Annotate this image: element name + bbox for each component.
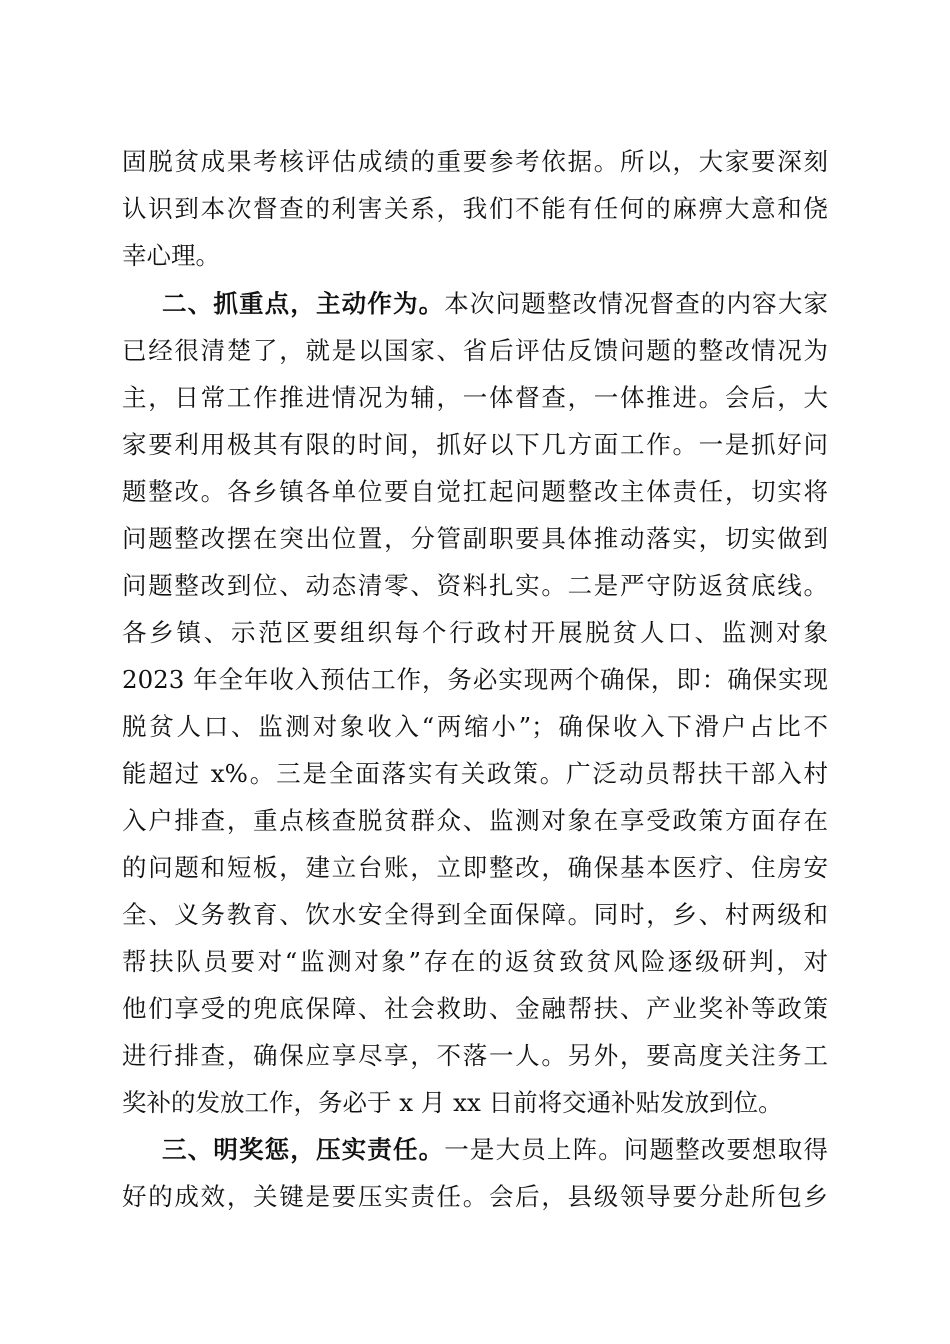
para2-line: 进行排查，确保应享尽享，不落一人。另外，要高度关注务工 <box>122 1041 828 1070</box>
para2-line: 他们享受的兜底保障、社会救助、金融帮扶、产业奖补等政策 <box>122 994 828 1023</box>
para2-line: 问题整改摆在突出位置，分管副职要具体推动落实，切实做到 <box>122 524 828 553</box>
para2-line: 已经很清楚了，就是以国家、省后评估反馈问题的整改情况为 <box>122 336 828 365</box>
para1-line-1: 固脱贫成果考核评估成绩的重要参考依据。所以，大家要深刻 <box>122 147 828 176</box>
para3-heading: 三、明奖惩，压实责任。 <box>162 1135 445 1164</box>
para2-line: 的问题和短板，建立台账，立即整改，确保基本医疗、住房安 <box>122 853 828 882</box>
para2-line: 入户排查，重点核查脱贫群众、监测对象在享受政策方面存在 <box>122 806 828 835</box>
para2-line: 题整改。各乡镇各单位要自觉扛起问题整改主体责任，切实将 <box>122 477 828 506</box>
para3-first-line <box>162 1135 828 1165</box>
para2-line: 全、义务教育、饮水安全得到全面保障。同时，乡、村两级和 <box>122 900 828 929</box>
para2-heading: 二、抓重点，主动作为。 <box>162 289 445 318</box>
para2-line: 主，日常工作推进情况为辅，一体督查，一体推进。会后，大 <box>122 383 828 412</box>
para2-line: 能超过 x%。三是全面落实有关政策。广泛动员帮扶干部入村 <box>122 759 828 788</box>
para1-line-2: 认识到本次督查的利害关系，我们不能有任何的麻痹大意和侥 <box>122 194 828 223</box>
para2-line: 帮扶队员要对“监测对象”存在的返贫致贫风险逐级研判，对 <box>122 947 828 976</box>
para1-line-3: 幸心理。 <box>122 241 220 270</box>
para2-line: 脱贫人口、监测对象收入“两缩小”；确保收入下滑户占比不 <box>122 712 828 741</box>
para2-first-line <box>162 289 828 319</box>
para2-line: 问题整改到位、动态清零、资料扎实。二是严守防返贫底线。 <box>122 571 828 600</box>
para3-line: 好的成效，关键是要压实责任。会后，县级领导要分赴所包乡 <box>122 1182 828 1211</box>
para2-first-line-rest: 本次问题整改情况督查的内容大家 <box>444 289 829 318</box>
para2-line-last: 奖补的发放工作，务必于 x 月 xx 日前将交通补贴发放到位。 <box>122 1088 783 1117</box>
para2-line: 家要利用极其有限的时间，抓好以下几方面工作。一是抓好问 <box>122 430 828 459</box>
para2-line: 各乡镇、示范区要组织每个行政村开展脱贫人口、监测对象 <box>122 618 828 647</box>
para3-first-line-rest: 一是大员上阵。问题整改要想取得 <box>444 1135 829 1164</box>
para2-line: 2023 年全年收入预估工作，务必实现两个确保，即：确保实现 <box>122 665 828 694</box>
